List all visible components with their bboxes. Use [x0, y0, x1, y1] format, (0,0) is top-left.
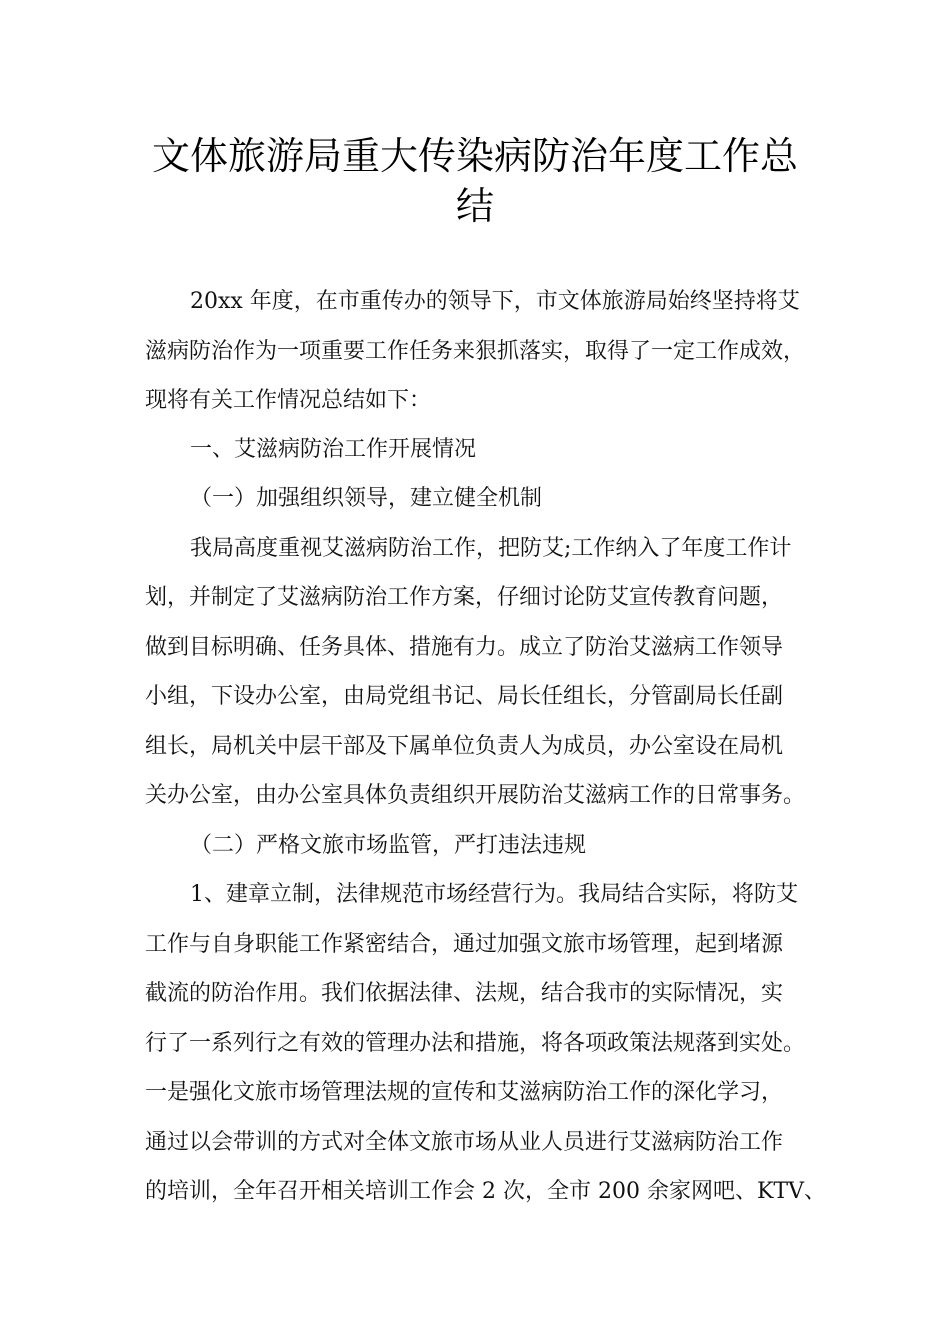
paragraph-line: 我局高度重视艾滋病防治工作，把防艾;工作纳入了年度工作计 [190, 536, 792, 561]
paragraph-line: 截流的防治作用。我们依据法律、法规，结合我市的实际情况，实 [145, 981, 784, 1006]
paragraph-line: 20xx 年度，在市重传办的领导下，市文体旅游局始终坚持将艾 [190, 289, 800, 314]
paragraph-line: 工作与自身职能工作紧密结合，通过加强文旅市场管理，起到堵源 [145, 932, 784, 957]
paragraph-line: 划，并制定了艾滋病防治工作方案，仔细讨论防艾宣传教育问题， [145, 585, 784, 610]
paragraph-line: 做到目标明确、任务具体、措施有力。成立了防治艾滋病工作领导 [145, 635, 784, 660]
paragraph-line: 的培训，全年召开相关培训工作会 2 次，全市 200 余家网吧、KTV、 [145, 1179, 826, 1204]
document-title-line-1: 文体旅游局重大传染病防治年度工作总 [151, 134, 798, 178]
document-title-line-2: 结 [455, 184, 494, 228]
paragraph-line: 行了一系列行之有效的管理办法和措施，将各项政策法规落到实处。 [145, 1031, 806, 1056]
paragraph-line: 关办公室，由办公室具体负责组织开展防治艾滋病工作的日常事务。 [145, 783, 806, 808]
paragraph-line: 组长，局机关中层干部及下属单位负责人为成员，办公室设在局机 [145, 734, 784, 759]
subsection-heading: （二）严格文旅市场监管，严打违法违规 [190, 833, 587, 858]
section-heading: 一、艾滋病防治工作开展情况 [190, 437, 477, 462]
paragraph-line: 1、建章立制，法律规范市场经营行为。我局结合实际，将防艾 [190, 882, 798, 907]
paragraph-line: 小组，下设办公室，由局党组书记、局长任组长，分管副局长任副 [145, 684, 784, 709]
paragraph-line: 通过以会带训的方式对全体文旅市场从业人员进行艾滋病防治工作 [145, 1130, 784, 1155]
subsection-heading: （一）加强组织领导，建立健全机制 [190, 486, 543, 511]
paragraph-line: 现将有关工作情况总结如下： [145, 388, 432, 413]
paragraph-line: 一是强化文旅市场管理法规的宣传和艾滋病防治工作的深化学习， [145, 1080, 784, 1105]
paragraph-line: 滋病防治作为一项重要工作任务来狠抓落实，取得了一定工作成效， [145, 339, 806, 364]
